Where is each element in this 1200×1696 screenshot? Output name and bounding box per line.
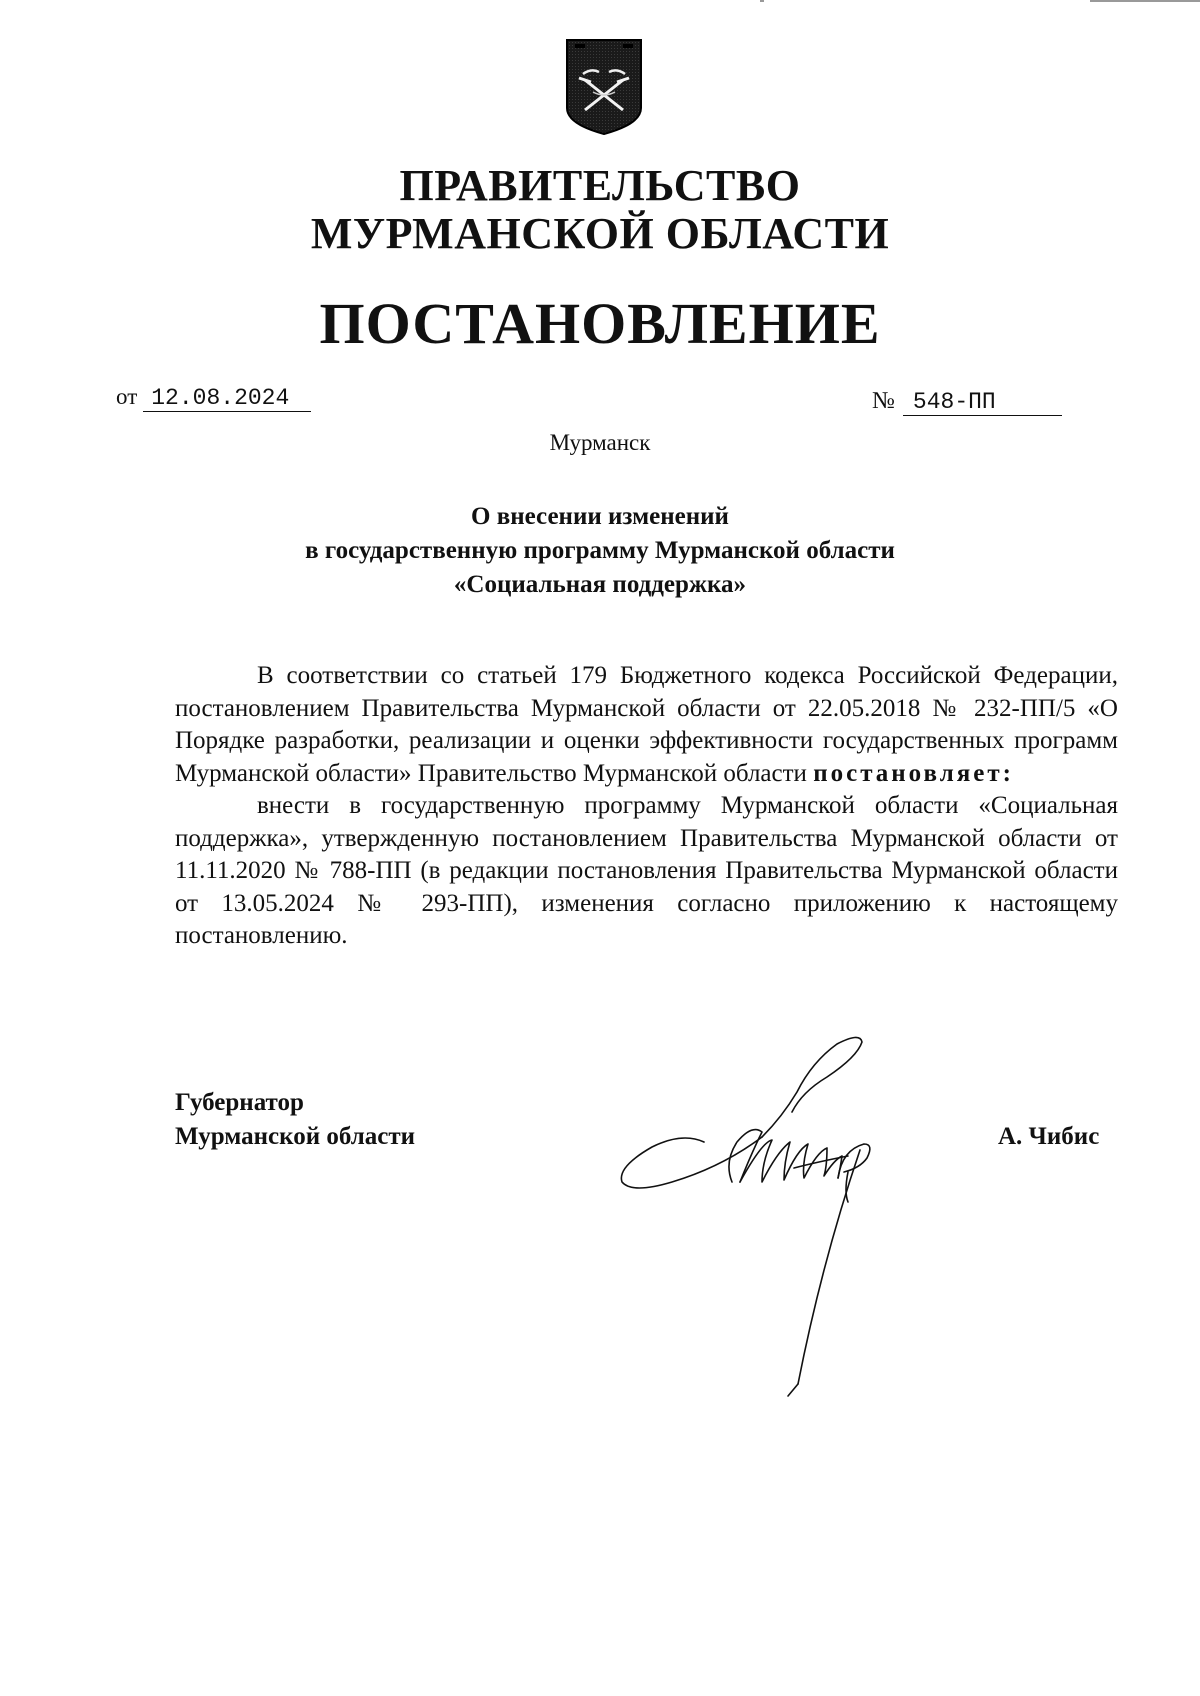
para1-text: В соответствии со статьей 179 Бюджетного кодекса Российской Федерации, постановлением Правительства Мурманской области от 22.05.2018 № 232-ПП/5 «О Порядке разработки, реализации и оценки эффективности государственных программ Мурманской области» Правительство Мурманской области bbox=[175, 662, 1118, 787]
document-subject bbox=[0, 500, 1200, 602]
subject-line3: «Социальная поддержка» bbox=[453, 571, 747, 598]
document-number bbox=[872, 386, 1062, 416]
body-paragraph-2: внести в государственную программу Мурманской области «Социальная поддержка», утвержденную постановлением Правительства Мурманской области от 11.11.2020 № 788-ПП (в редакции постановления Правительства Мурманской области от 13.05.2024 № 293-ПП), изменения согласно приложению к настоящему постановлению. bbox=[175, 792, 1118, 949]
document-type: ПОСТАНОВЛЕНИЕ bbox=[319, 291, 881, 356]
coat-of-arms-icon bbox=[563, 36, 645, 136]
date-prefix: от bbox=[116, 384, 138, 409]
city: Мурманск bbox=[549, 430, 651, 455]
subject-line2: в государственную программу Мурманской области bbox=[305, 537, 895, 564]
document-body bbox=[175, 660, 1118, 953]
handwritten-signature-icon bbox=[612, 1032, 912, 1402]
scan-edge-mark bbox=[760, 0, 764, 2]
number-prefix: № bbox=[872, 388, 895, 414]
scan-edge-mark bbox=[1090, 0, 1200, 2]
position-line1: Губернатор bbox=[175, 1089, 304, 1116]
body-paragraph-1 bbox=[175, 660, 1118, 790]
government-title bbox=[0, 162, 1200, 258]
government-title-line1: ПРАВИТЕЛЬСТВО bbox=[399, 161, 801, 210]
para1-action: постановляет: bbox=[813, 759, 1014, 787]
signatory-name: А. Чибис bbox=[998, 1123, 1100, 1150]
number-value: 548-ПП bbox=[903, 389, 1062, 416]
government-title-line2: МУРМАНСКОЙ ОБЛАСТИ bbox=[310, 209, 890, 258]
date-value: 12.08.2024 bbox=[143, 385, 311, 412]
position-line2: Мурманской области bbox=[175, 1123, 416, 1150]
signatory-position bbox=[175, 1086, 415, 1154]
document-date bbox=[116, 382, 311, 412]
subject-line1: О внесении изменений bbox=[471, 503, 729, 530]
